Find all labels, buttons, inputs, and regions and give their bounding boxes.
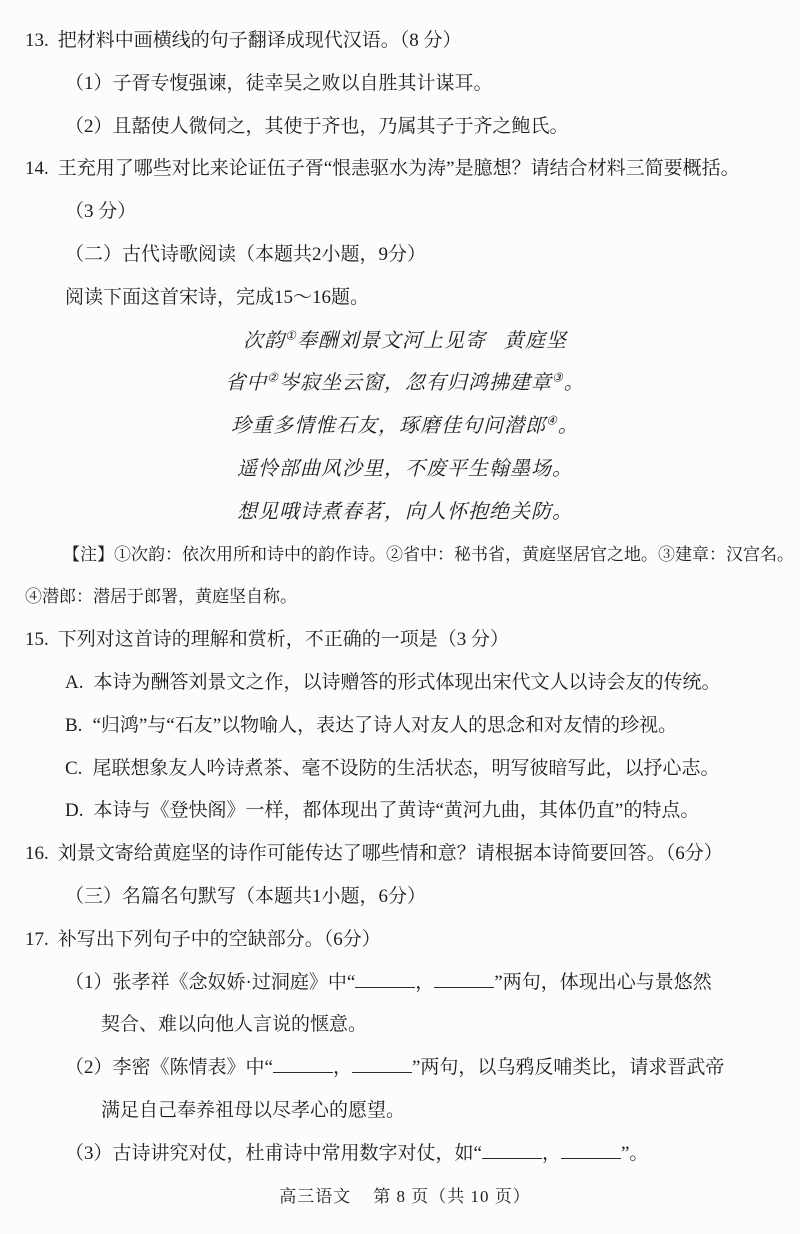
question-17-number: 17. (25, 928, 49, 950)
q17-item-3-label: （3） (65, 1142, 113, 1164)
question-16-number: 16. (25, 843, 49, 865)
question-15-stem: 下列对这首诗的理解和赏析，不正确的一项是（3 分） (57, 629, 510, 651)
blank-underline (352, 1054, 412, 1073)
question-17-stem: 补写出下列句子中的空缺部分。（6分） (57, 928, 381, 950)
poem-title (25, 320, 785, 363)
q17-item-2-suffix: ”两句，以乌鸦反哺类比，请求晋武帝 (411, 1057, 725, 1079)
q17-item-2 (25, 1047, 785, 1090)
q17-item-1 (25, 962, 785, 1005)
poem-notes-line-1 (25, 534, 794, 577)
poem-line-2-end: 。 (557, 415, 579, 438)
q17-item-3-suffix: ”。 (620, 1142, 649, 1164)
question-14-points (25, 191, 785, 234)
poem-line-3-text: 遥怜部曲风沙里，不废平生翰墨场。 (237, 457, 573, 480)
poem-line-1-end: 。 (563, 372, 585, 395)
question-14-number: 14. (25, 158, 49, 180)
poem-line-1b: 岑寂坐云窗，忽有归鸿拂建章 (279, 372, 552, 395)
q17-item-1-comma: ， (415, 971, 435, 993)
question-14-stem: 王充用了哪些对比来论证伍子胥“恨恚驱水为涛”是臆想？请结合材料三简要概括。 (57, 158, 740, 180)
poem-note-mark-2: ② (267, 370, 279, 385)
q13-item-2-label: （2） (65, 115, 113, 137)
q17-item-1-label: （1） (65, 971, 113, 993)
question-15 (25, 619, 785, 662)
poem-line-3 (25, 448, 785, 491)
question-16-stem: 刘景文寄给黄庭坚的诗作可能传达了哪些情和意？请根据本诗简要回答。（6分） (57, 843, 723, 865)
poem-line-2a: 珍重多情惟石友，琢磨佳句问潜郎 (231, 415, 547, 438)
q15-option-a (25, 662, 785, 705)
poem-notes-line-1-text: 【注】①次韵：依次用所和诗中的韵作诗。②省中：秘书省，黄庭坚居官之地。③建章：汉宫名。 (63, 544, 794, 564)
q17-item-1-continuation (25, 1004, 785, 1047)
footer-page-number: 第 8 页（共 10 页） (373, 1186, 531, 1206)
q15-option-c-label: C. (65, 757, 83, 779)
q15-option-d-text: 本诗与《登快阁》一样，都体现出了黄诗“黄河九曲，其体仍直”的特点。 (93, 800, 700, 822)
page-footer (25, 1176, 785, 1219)
poem-title-main: 次韵 (243, 329, 286, 352)
q13-item-2 (25, 106, 785, 149)
footer-course-label: 高三语文 (279, 1186, 352, 1206)
q15-option-b (25, 705, 785, 748)
section-2-header-text: （二）古代诗歌阅读（本题共2小题，9分） (65, 243, 427, 265)
q17-item-3-prefix: 古诗讲究对仗，杜甫诗中常用数字对仗，如“ (112, 1142, 482, 1164)
poem-title-rest: 奉酬刘景文河上见寄 (296, 329, 486, 352)
question-13-number: 13. (25, 30, 49, 51)
q15-option-b-text: “归鸿”与“石友”以物喻人，表达了诗人对友人的思念和对友情的珍视。 (92, 714, 678, 736)
blank-underline (561, 1140, 621, 1159)
section-2-intro (25, 277, 785, 320)
question-14 (25, 148, 785, 191)
q17-item-1-continuation-text: 契合、难以向他人言说的惬意。 (101, 1014, 368, 1036)
q15-option-c (25, 748, 785, 791)
q15-option-d-label: D. (65, 800, 84, 822)
q17-item-2-label: （2） (65, 1057, 113, 1079)
q13-item-1 (25, 63, 785, 106)
q15-option-a-text: 本诗为酬答刘景文之作，以诗赠答的形式体现出宋代文人以诗会友的传统。 (93, 671, 721, 693)
q15-option-d (25, 790, 785, 833)
question-15-number: 15. (25, 629, 49, 651)
q13-item-1-label: （1） (65, 72, 113, 94)
poem-author: 黄庭坚 (503, 329, 567, 352)
section-3-header (25, 876, 785, 919)
question-13-stem: 把材料中画横线的句子翻译成现代汉语。（8 分） (57, 30, 462, 51)
q17-item-1-prefix: 张孝祥《念奴娇·过洞庭》中“ (112, 971, 356, 993)
q17-item-1-suffix: ”两句，体现出心与景悠然 (494, 971, 712, 993)
section-3-header-text: （三）名篇名句默写（本题共1小题，6分） (65, 885, 427, 907)
q15-option-c-text: 尾联想象友人吟诗煮茶、毫不设防的生活状态，明写彼暗写此，以抒心志。 (92, 757, 720, 779)
q17-item-3-comma: ， (541, 1142, 561, 1164)
poem-line-4-text: 想见哦诗煮春茗，向人怀抱绝关防。 (237, 500, 573, 523)
poem-notes-line-2-text: ④潜郎：潜居于郎署，黄庭坚自称。 (25, 587, 297, 607)
poem-note-mark-4: ④ (546, 413, 558, 428)
section-2-header (25, 234, 785, 277)
question-13 (25, 20, 785, 63)
poem-line-1 (25, 362, 785, 405)
poem-line-2 (25, 405, 785, 448)
poem-line-4 (25, 491, 785, 534)
question-14-points-text: （3 分） (65, 201, 137, 223)
q17-item-3 (25, 1133, 785, 1176)
q15-option-a-label: A. (65, 671, 84, 693)
blank-underline (434, 968, 494, 987)
blank-underline (482, 1140, 542, 1159)
q17-item-2-continuation-text: 满足自己奉养祖母以尽孝心的愿望。 (101, 1099, 406, 1121)
q15-option-b-label: B. (65, 714, 83, 736)
section-2-intro-text: 阅读下面这首宋诗，完成15～16题。 (65, 286, 370, 308)
poem-note-mark-3: ③ (552, 370, 564, 385)
question-17 (25, 919, 785, 962)
q13-item-1-text: 子胥专愎强谏，徒幸吴之败以自胜其计谋耳。 (112, 72, 493, 94)
q17-item-2-comma: ， (332, 1057, 352, 1079)
q13-item-2-text: 且嚭使人微伺之，其使于齐也，乃属其子于齐之鲍氏。 (112, 115, 569, 137)
question-16 (25, 833, 785, 876)
q17-item-2-continuation (25, 1090, 785, 1133)
poem-notes-line-2 (25, 576, 785, 619)
poem-line-1a: 省中 (225, 372, 268, 395)
blank-underline (355, 968, 415, 987)
poem-title-note-mark: ① (285, 327, 297, 342)
blank-underline (273, 1054, 333, 1073)
q17-item-2-prefix: 李密《陈情表》中“ (112, 1057, 273, 1079)
